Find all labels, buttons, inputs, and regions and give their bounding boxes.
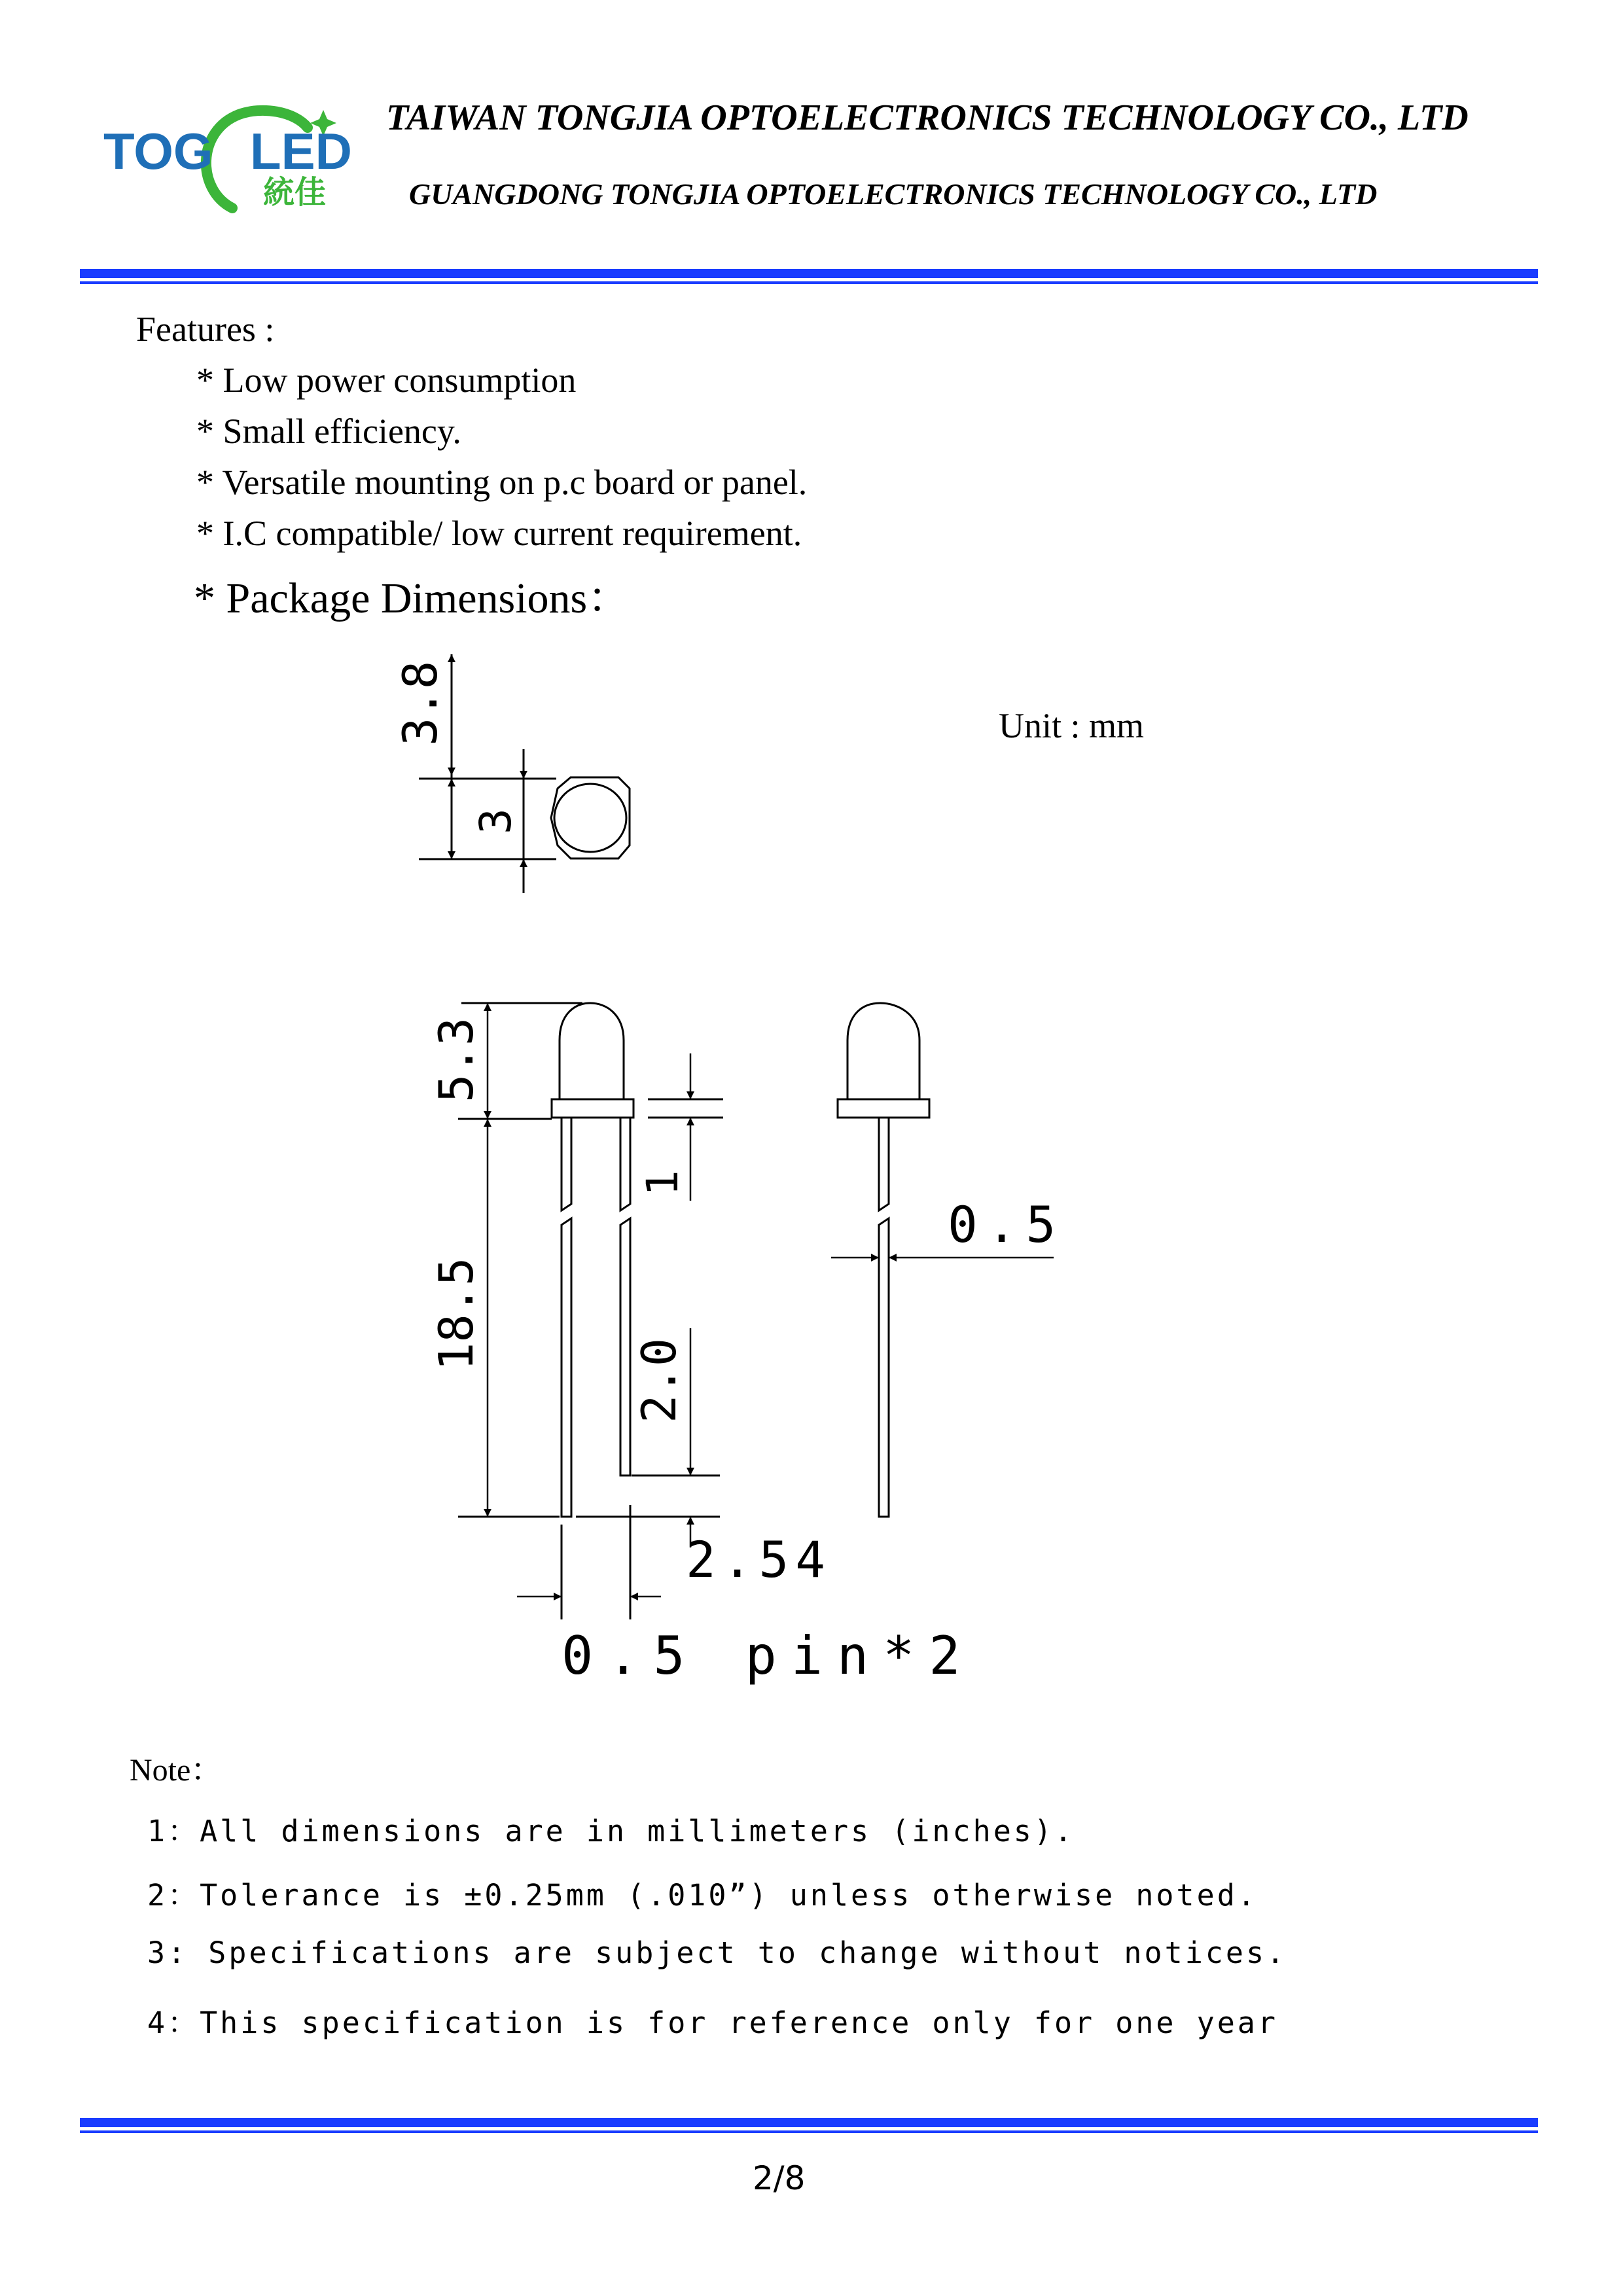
dim-lead-width: 0.5 — [948, 1195, 1065, 1254]
page-number: 2/8 — [753, 2159, 806, 2197]
dim-pin-note: 0.5 pin*2 — [562, 1625, 975, 1686]
feature-item: * Small efficiency. — [196, 412, 461, 451]
dim-top-overall: 3.8 — [393, 660, 448, 746]
note-item: 4：This specification is for reference only for one year — [147, 2005, 1278, 2040]
note-title: Note： — [130, 1753, 223, 1788]
logo-text-left: TOG — [103, 122, 213, 180]
top-view — [419, 654, 630, 893]
logo-chinese: 統佳 — [263, 174, 327, 211]
features-title: Features : — [136, 309, 275, 349]
side-view — [458, 1003, 723, 1619]
feature-item: * Versatile mounting on p.c board or panel. — [196, 463, 808, 502]
dim-pitch: 2.54 — [686, 1530, 832, 1589]
dim-flange: 1 — [637, 1170, 688, 1196]
note-item: 1：All dimensions are in millimeters (inches). — [147, 1814, 1075, 1848]
unit-label: Unit : mm — [999, 706, 1145, 745]
company-name-guangdong: GUANGDONG TONGJIA OPTOELECTRONICS TECHNOLOGY CO., LTD — [409, 177, 1378, 211]
front-view — [831, 1003, 1054, 1517]
feature-item: * Low power consumption — [196, 361, 577, 400]
dim-lens-height: 5.3 — [429, 1017, 484, 1103]
logo-text-right: LED — [250, 122, 352, 180]
package-dimensions-title: * Package Dimensions： — [194, 574, 631, 622]
note-item: 3: Specifications are subject to change without notices. — [147, 1935, 1287, 1970]
dim-lead-offset: 2.0 — [632, 1337, 687, 1423]
note-item: 2：Tolerance is ±0.25mm (.010”) unless otherwise noted. — [147, 1878, 1258, 1913]
company-name-taiwan: TAIWAN TONGJIA OPTOELECTRONICS TECHNOLOGY CO., LTD — [386, 97, 1469, 138]
feature-item: * I.C compatible/ low current requirement. — [196, 514, 802, 553]
dim-top-body: 3 — [471, 808, 521, 834]
dim-lead-length: 18.5 — [429, 1257, 484, 1371]
footer-rule — [80, 2118, 1538, 2133]
